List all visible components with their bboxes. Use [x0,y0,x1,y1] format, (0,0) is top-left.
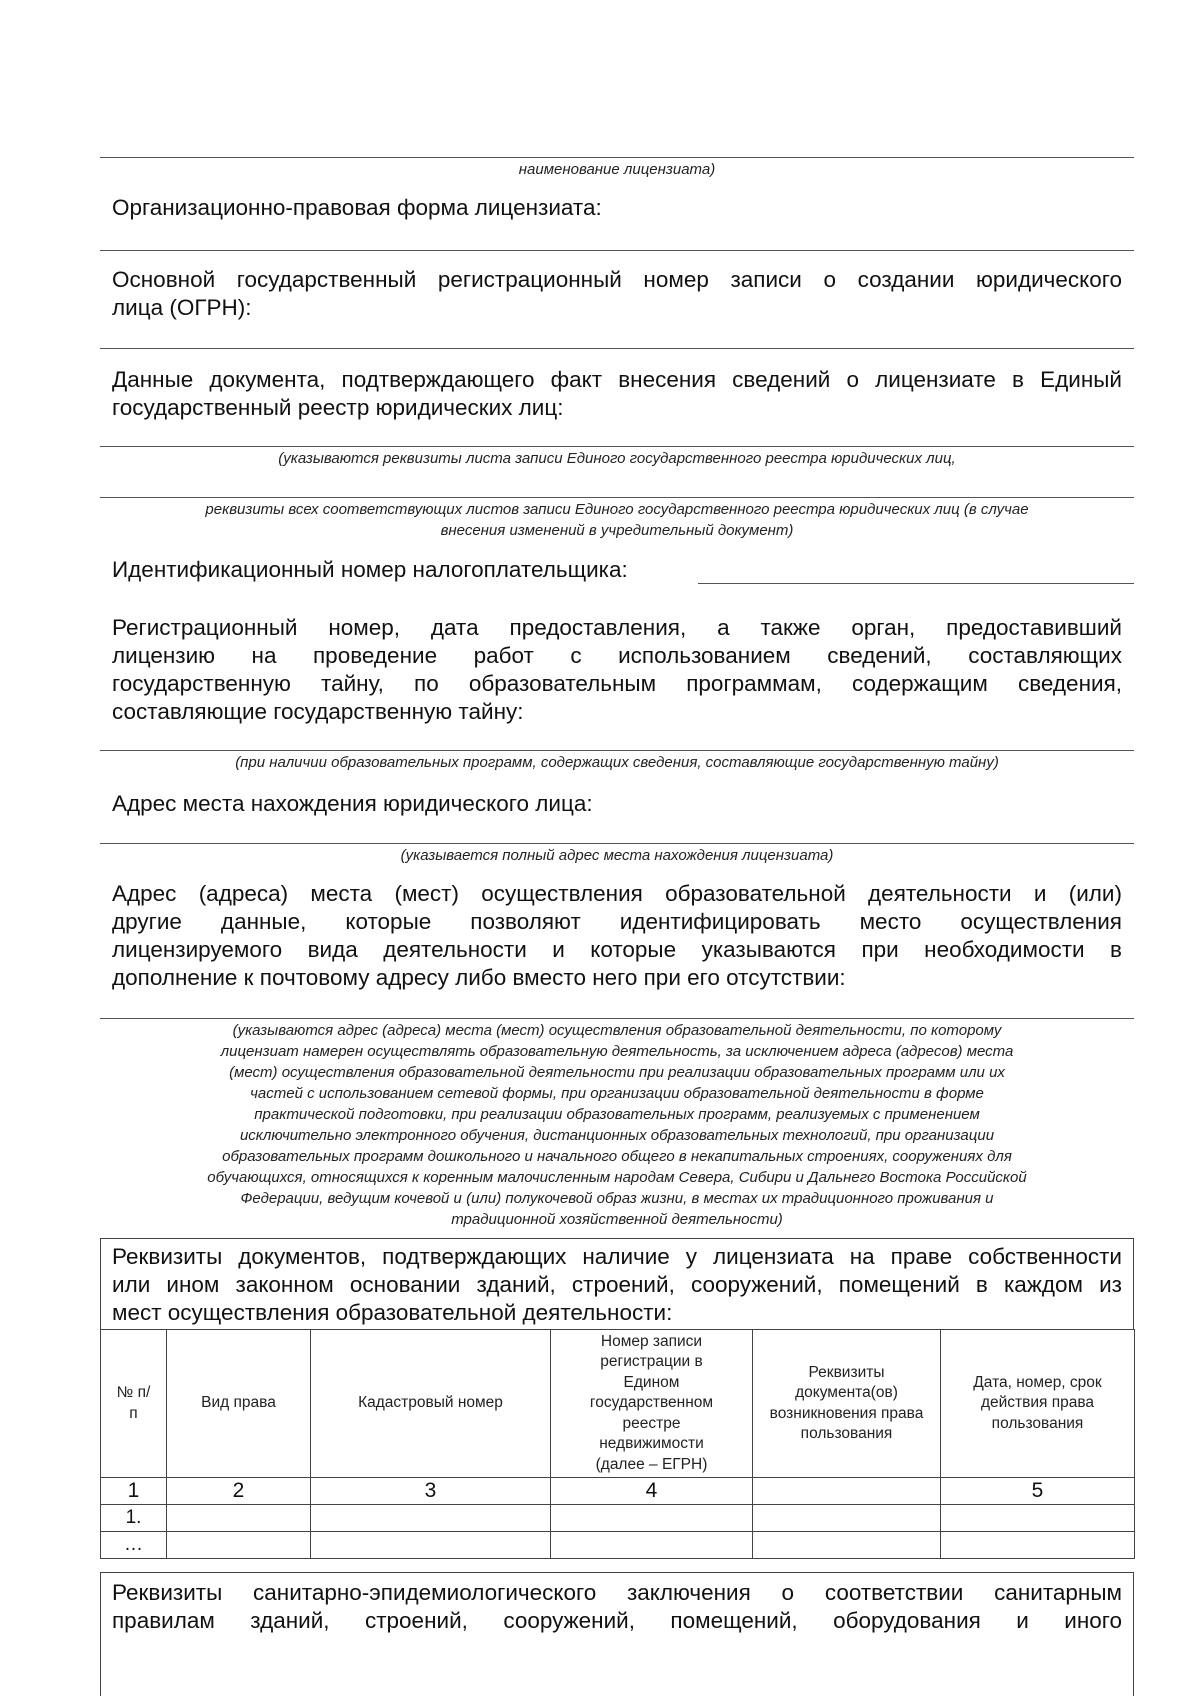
secret-license-line3: государственную тайну, по образовательным программам, содержащим сведения, [112,671,1122,696]
header-cadastral-number: Кадастровый номер [311,1330,551,1478]
activity-note-line: Федерации, ведущим кочевой и (или) полукочевой образ жизни, в местах их традиционного проживания и [240,1190,994,1207]
egrul-label-line1: Данные документа, подтверждающего факт внесения сведений о лицензиате в Единый [112,367,1122,392]
col-number: 2 [167,1478,311,1505]
row-label: … [101,1532,167,1559]
ogrn-label-line2: лица (ОГРН): [112,295,252,320]
activity-address-note [100,1020,1134,1230]
inn-label: Идентификационный номер налогоплательщика: [112,557,628,582]
col-number: 4 [551,1478,753,1505]
org-form-line [100,250,1134,251]
sanitary-box [100,1572,1134,1696]
header-right-type: Вид права [167,1330,311,1478]
table-cell[interactable] [753,1532,941,1559]
activity-address-line1: Адрес (адреса) места (мест) осуществления образовательной деятельности и (или) [112,881,1122,906]
col-number [753,1478,941,1505]
egrul-label-line2: государственный реестр юридических лиц: [112,395,564,420]
licensee-name-line [100,157,1134,158]
property-docs-line2: или ином законном основании зданий, строений, сооружений, помещений в каждом из [112,1272,1122,1297]
activity-note-line: практической подготовки, при реализации образовательных программ, реализуемых с применением [254,1106,980,1123]
table-row [101,1532,1135,1559]
sanitary-line1: Реквизиты санитарно-эпидемиологического заключения о соответствии санитарным [112,1580,1122,1605]
org-form-label: Организационно-правовая форма лицензиата: [112,195,602,220]
header-egrn-record: Номер записи регистрации в Едином государственном реестре недвижимости (далее – ЕГРН) [551,1330,753,1478]
header-right-validity: Дата, номер, срок действия права пользования [941,1330,1135,1478]
egrul-note-2-line1: реквизиты всех соответствующих листов записи Единого государственного реестра юридических лиц (в случае [205,501,1029,518]
property-table [100,1329,1135,1559]
header-row-number: № п/п [101,1330,167,1478]
sanitary-line2: правилам зданий, строений, сооружений, помещений, оборудования и иного [112,1608,1122,1633]
egrul-note-1: (указываются реквизиты листа записи Единого государственного реестра юридических лиц, [278,450,956,467]
address-line [100,843,1134,844]
secret-license-line2: лицензию на проведение работ с использованием сведений, составляющих [112,643,1122,668]
property-docs-line3: мест осуществления образовательной деятельности: [112,1300,673,1325]
property-docs-line1: Реквизиты документов, подтверждающих наличие у лицензиата на праве собственности [112,1244,1122,1269]
header-right-documents: Реквизиты документа(ов) возникновения права пользования [753,1330,941,1478]
egrul-line-1 [100,446,1134,447]
col-number: 1 [101,1478,167,1505]
activity-note-line: исключительно электронного обучения, дистанционных образовательных технологий, при организации [239,1127,995,1144]
address-label: Адрес места нахождения юридического лица: [112,791,593,816]
table-cell[interactable] [551,1505,753,1532]
activity-note-line: (указываются адрес (адреса) места (мест) осуществления образовательной деятельности, по которому [232,1022,1002,1039]
ogrn-label-line1: Основной государственный регистрационный номер записи о создании юридического [112,267,1122,292]
activity-note-line: образовательных программ дошкольного и начального общего в некапитальных строениях, сооружениях для [222,1148,1012,1165]
licensee-name-note: наименование лицензиата) [518,161,716,178]
address-note: (указывается полный адрес места нахождения лицензиата) [400,847,834,864]
table-cell[interactable] [941,1532,1135,1559]
activity-address-line3: лицензируемого вида деятельности и которые указываются при необходимости в [112,937,1122,962]
col-number: 5 [941,1478,1135,1505]
secret-license-line1: Регистрационный номер, дата предоставления, а также орган, предоставивший [112,615,1122,640]
property-docs-box [100,1238,1134,1330]
table-cell[interactable] [753,1505,941,1532]
secret-license-line [100,750,1134,751]
table-cell[interactable] [551,1532,753,1559]
table-numbering-row [101,1478,1135,1505]
secret-license-line4: составляющие государственную тайну: [112,699,524,724]
egrul-note-2-line2: внесения изменений в учредительный документ) [440,522,794,539]
table-cell[interactable] [941,1505,1135,1532]
table-cell[interactable] [311,1532,551,1559]
col-number: 3 [311,1478,551,1505]
activity-note-line: частей с использованием сетевой формы, при организации образовательной деятельности в форме [250,1085,984,1102]
activity-address-line2: другие данные, которые позволяют идентифицировать место осуществления [112,909,1122,934]
ogrn-line [100,348,1134,349]
activity-note-line: (мест) осуществления образовательной деятельности при реализации образовательных программ или их [229,1064,1005,1081]
activity-address-line [100,1018,1134,1019]
activity-address-line4: дополнение к почтовому адресу либо вместо него при его отсутствии: [112,965,846,990]
row-label: 1. [101,1505,167,1532]
secret-license-note: (при наличии образовательных программ, содержащих сведения, составляющие государственную тайну) [235,754,999,771]
table-cell[interactable] [167,1532,311,1559]
activity-note-line: лицензиат намерен осуществлять образовательную деятельность, за исключением адреса (адресов) места [220,1043,1014,1060]
activity-note-line: обучающихся, относящихся к коренным малочисленным народам Севера, Сибири и Дальнего Востока Российской [207,1169,1027,1186]
table-header-row [101,1330,1135,1478]
inn-line [698,583,1134,584]
egrul-line-2 [100,497,1134,498]
table-cell[interactable] [167,1505,311,1532]
table-cell[interactable] [311,1505,551,1532]
table-row [101,1505,1135,1532]
activity-note-line: традиционной хозяйственной деятельности) [451,1211,783,1228]
